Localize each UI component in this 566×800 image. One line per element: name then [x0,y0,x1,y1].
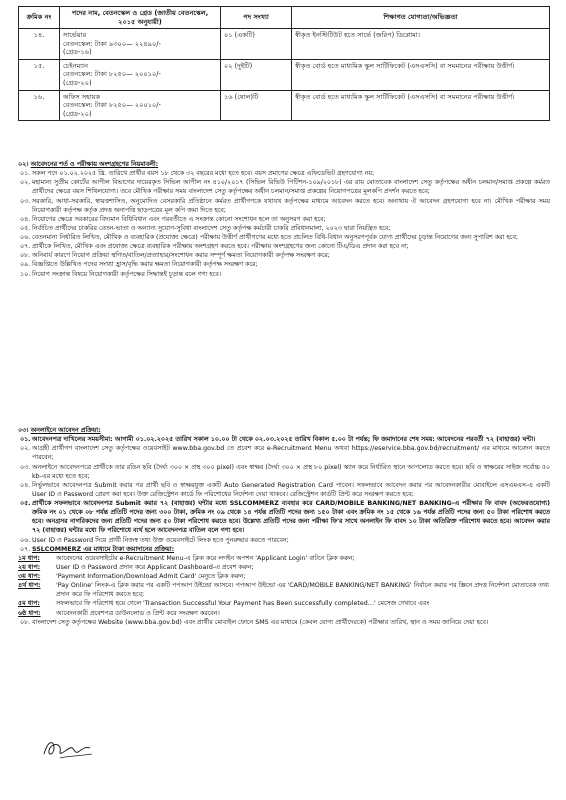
step-text: আবেদনের ওয়েবসাইটের e-Recruitment Menu-এ ক্লিক করে লগইন অপশন 'Applicant Login' বাটনে ক্লিক করুন; [56,554,355,562]
signature-image [40,734,100,762]
section-conditions [18,160,550,279]
item-text: বেতনমান্য নির্ধারিত লিখিত, মৌখিক ও ব্যবহারিক (প্রযোজ্য ক্ষেত্রে) পরীক্ষায় উত্তীর্ণ প্রার্থীগণের মধ্যে হতে প্রচলিত বিধি-বিধান অনুসরণপূর্বক যোগ্য প্রার্থীদের চূড়ান্ত নিয়োগের জন্য সুপারিশ করা হবে; [32,234,518,241]
post-scale: বেতনস্কেল: টাকা ৮২৫০— ২০০১০/- [63,70,161,79]
row-count: ০২ (দুইটি) [221,59,292,90]
item-number: ০৮. [20,618,31,626]
item-text: অনিবার্য কারণে নিয়োগ প্রক্রিয়া স্থগিত/বাতিল/প্রত্যাহার/সংশোধন করার সম্পূর্ণ ক্ষমতা নিয়োগকারী কর্তৃপক্ষ সংরক্ষণ করে; [32,252,330,260]
section-title: অনলাইনে আবেদন প্রক্রিয়া: [30,427,101,434]
step-item [18,609,550,618]
item-number: ০১. [20,436,31,444]
item-text: SSLCOMMERZ এর মাধ্যমে টাকা জমাদানের প্রক্রিয়া: [32,545,175,553]
item-number: ০৫. [20,500,31,507]
list-item [18,242,550,251]
list-item [18,499,550,536]
item-text: সরকারি, আধা-সরকারি, স্বায়ত্তশাসিত, অনুমোদিত বেসরকারি প্রতিষ্ঠানে কর্মরত প্রার্থীগণকে যথাযথ কর্তৃপক্ষের মাধ্যমে আবেদন করতে হবে। অন্যথায় ঐ আবেদন গ্রহণযোগ্য হবে না। মৌখিক পরীক্ষার সময় নিয়োগকারী কর্তৃপক্ষ কর্তৃক প্রদত্ত অনাপত্তি ছাড়পত্রের মূল কপি জমা দিতে হবে; [32,197,550,214]
item-text: বিজ্ঞপ্তিতে উল্লিখিত পদের সংখ্যা হ্রাস/বৃদ্ধি করার ক্ষমতা নিয়োগকারী কর্তৃপক্ষ সংরক্ষণ করে; [32,261,258,269]
step-label: ১ম ধাপ: [18,554,40,562]
item-number: ০৬. [20,536,31,544]
table-row [19,29,550,60]
item-text: নিয়োগ সংক্রান্ত বিষয়ে নিয়োগকারী কর্তৃপক্ষের সিদ্ধান্তই চূড়ান্ত বলে গণ্য হবে। [32,270,221,278]
table-row [19,59,550,90]
item-text: প্রার্থীকে লিখিত, মৌখিক এবং প্রযোজ্য ক্ষেত্রে ব্যবহারিক পরীক্ষায় অংশগ্রহণ করতে হবে। পরীক্ষায় অংশগ্রহণের জন্য কোনো টিএ/ডিএ প্রদান করা হবে না; [32,243,409,251]
item-number: ০২. [20,445,31,453]
row-serial: ১৪. [19,29,60,60]
item-number: ০৭. [20,545,31,553]
step-item [18,599,550,608]
item-number: ০৭. [20,243,31,251]
item-text: অনলাইনে আবেদনপত্রে প্রার্থীকে তার রঙিন ছবি (দৈর্ঘ্য ৩০০ × প্রস্থ ৩০০ pixel) এবং স্বাক্ষর (দৈর্ঘ্য ৩০০ × প্রস্থ ৮০ pixel) স্ক্যান করে নির্ধারিত স্থানে আপলোড করতে হবে। ছবি ও স্বাক্ষরের সাইজ সর্বোচ্চ ৫০ kb-এর মধ্যে হতে হবে; [32,463,550,480]
step-text: সফলভাবে ফি পরিশোধ হয়ে গেলে 'Transaction Successful Your Payment has Been successfully completed…' মেসেজ দেখাবে এবং [56,600,430,608]
post-grade: (গ্রেড-২০) [63,109,92,118]
section-number: ০৩। [18,427,29,434]
list-item [18,618,550,627]
item-text: বাংলাদেশ সেতু কর্তৃপক্ষের Website (www.bba.gov.bd) এবং প্রার্থীর মোবাইল ফোনে SMS এর মাধ্যমে (কেবল যোগ্য প্রার্থীদেরকে) পরীক্ষার তারিখ, স্থান ও সময় জানিয়ে দেয়া হবে। [32,618,489,626]
step-item [18,554,550,563]
step-label: ৪র্থ ধাপ: [18,582,41,590]
list-item [18,536,550,545]
item-text: সকল পদে ০১.০২.২০২৫ খ্রি. তারিখে প্রার্থীর বয়স ১৮ থেকে ৩২ বছরের মধ্যে হতে হবে। বয়স প্রমাণের ক্ষেত্রে এফিডেভিট গ্রহণযোগ্য নয়; [32,170,375,178]
item-text: নির্বাচিত প্রার্থীদের চাকরির বেতন-ভাতা ও অন্যান্য সুযোগ-সুবিধা বাংলাদেশ সেতু কর্তৃপক্ষ কর্মচারী চাকরি প্রবিধানমালা, ২০২৩ দ্বারা নিয়ন্ত্রিত হবে; [32,224,391,232]
row-count: ০১ (একটি) [221,29,292,60]
item-text: প্রার্থীকে সফলভাবে আবেদনপত্র Submit করার ৭২ (বাহাত্তর) ঘন্টার মধ্যে SSLCOMMERZ ব্যবহার করে CARD/MOBILE BANKING/NET BANKING-এ পরীক্ষার ফি বাবদ (অফেরতযোগ্য) ক্রমিক নং ০১ থেকে ০৮ পর্যন্ত প্রতিটি পদের জন্য ৩০০ টাকা, ক্রমিক নং ০৯ থেকে ১৪ পর্যন্ত প্রতিটি পদের জন্য ১৫০ টাকা এবং ক্রমিক নং ১৫ থেকে ১৬ পর্যন্ত প্রতিটি পদের জন্য ৫০ টাকা পরিশোধ করতে হবে। অনগ্রসর নাগরিকদের জন্য প্রতিটি পদের জন্য ৫০ টাকা পরিশোধ করতে হবে। উল্লেখ্য প্রতিটি পদের জন্য পরীক্ষা ফি'র সাথে অনলাইন ফি বাবদ ১০ টাকা অতিরিক্ত পরিশোধ করতে হবে। আবেদন করার ৭২ (বাহাত্তর) ঘন্টার মধ্যে ফি পরিশোধে ব্যর্থ হলে আবেদনপত্র বাতিল বলে গণ্য হবে। [32,500,550,535]
item-text: মহামান্য সুপ্রীম কোর্টের আপীল বিভাগের দায়েরকৃত সিভিল আপীল নং ৪১০/২০১৭ (সিভিল রিভিউ পিটিশন-১০৯/২০১৮) এর রায় মোতাবেক বাংলাদেশ সেতু কর্তৃপক্ষের অধীন চলমান/সমাপ্ত প্রকল্পে কর্মরত প্রার্থীদের ক্ষেত্রে বয়স শিথিলযোগ্য। তবে মৌখিক পরীক্ষার সময় বাংলাদেশ সেতু কর্তৃপক্ষের অধীন চলমান/সমাপ্ত প্রকল্পের নিয়োগপত্রের মূলকপি প্রদর্শন করতে হবে; [32,179,550,196]
item-number: ০৫. [20,224,31,232]
item-number: ০৩. [20,463,31,471]
table-header-row [19,7,550,29]
post-scale: বেতনস্কেল: টাকা ৯৩০০— ২২৪৯০/- [63,39,161,48]
item-number: ০১. [20,170,31,178]
list-item [18,260,550,269]
list-item [18,481,550,499]
item-text: User ID ও Password দিয়ে প্রার্থী নিজস্ব তথ্য উক্ত ওয়েবসাইটে লিংক হতে পুনরুদ্ধার করতে পারবেন; [32,536,289,544]
post-name: চেইনম্যান [63,61,89,70]
list-item [18,545,550,554]
item-number: ০৪. [20,481,31,489]
item-number: ০২. [20,179,31,187]
row-serial: ১৫. [19,59,60,90]
header-post-count: পদ সংখ্যা [221,7,292,29]
item-number: ১০. [20,270,31,278]
row-post [60,59,221,90]
step-text: 'Pay Online' লিংক-এ ক্লিক করার পর একটি পপআপ উইন্ডো আসবে। পপআপ উইন্ডো এর 'CARD/MOBILE BANKING/NET BANKING' নির্বাচন করার পর স্ক্রিনে প্রদত্ত নির্দেশনা মোতাবেক তথ্য প্রদান করে ফি পরিশোধ করতে হবে; [56,582,549,599]
row-qualification: স্বীকৃত ইনস্টিটিউট হতে সার্ভে (জরিপ) ডিপ্লোমা। [292,29,550,60]
step-label: ৬ষ্ঠ ধাপ: [18,609,41,617]
row-post [60,29,221,60]
item-number: ০৯. [20,261,31,269]
row-serial: ১৬. [19,90,60,121]
list-item [18,197,550,215]
item-text: আগ্রহী প্রার্থীগণ বাংলাদেশ সেতু কর্তৃপক্ষের ওয়েবসাইট www.bba.gov.bd তে প্রবেশ করে e-Recruitment Menu অথবা https://eservice.bba.gov.bd/recruitment/ এর মাধ্যমে আবেদন করতে পারবেন; [32,445,550,462]
section-application-heading [18,426,550,435]
table-row [19,90,550,121]
header-serial: ক্রমিক নং [19,7,60,29]
step-text: 'Payment Information/Download Admit Card' মেনুতে ক্লিক করুন; [56,573,246,580]
list-item [18,233,550,242]
step-text: User ID ও Password প্রদান করে Applicant Dashboard-এ প্রবেশ করুন; [56,563,254,571]
row-count: ১৬ (ষোল)টি [221,90,292,121]
post-name: সার্ভেয়ার [63,31,87,40]
item-text: আবেদনপত্র দাখিলের সময়সীমা: আগামী ০১.০২.২০২৫ তারিখ সকাল ১০.০০ টা থেকে ০২.০৩.২০২৫ তারিখ বিকাল ৫.০০ টা পর্যন্ত; ফি জমাদানের শেষ সময়: আবেদনের পরবর্তী ৭২ (বাহাত্তর) ঘন্টা। [32,436,536,444]
step-text: আবেদনকারী প্রবেশপত্র ডাউনলোড ও প্রিন্ট করে সংরক্ষণ করবেন। [56,609,220,617]
header-post-name: পদের নাম, বেতনস্কেল ও গ্রেড (জাতীয় বেতনস্কেল, ২০১৫ অনুযায়ী) [60,7,221,29]
item-text: নিয়োগের ক্ষেত্রে সরকারের বিদ্যমান বিধিবিধান এবং পরবর্তীতে এ সংক্রান্ত কোনো সংশোধন হলে তা অনুসরণ করা হবে; [32,215,326,223]
post-scale: বেতনস্কেল: টাকা ৮২৫০— ২০০১০/- [63,101,161,110]
section-number: ০২। [18,161,29,168]
item-number: ০৮. [20,252,31,260]
list-item [18,169,550,178]
section-application [18,426,550,627]
post-grade: (গ্রেড-২০) [63,78,92,87]
header-qualification: শিক্ষাগত যোগ্যতা/অভিজ্ঞতা [292,7,550,29]
step-item [18,581,550,599]
step-item [18,572,550,581]
post-grade: (গ্রেড-১৬) [63,48,92,57]
list-item [18,178,550,196]
list-item [18,444,550,462]
row-qualification: স্বীকৃত বোর্ড হতে মাধ্যমিক স্কুল সার্টিফিকেট (এসএসসি) বা সমমানের পরীক্ষায় উত্তীর্ণ। [292,90,550,121]
post-name: অফিস সহায়ক [63,92,101,101]
item-number: ০৪. [20,215,31,223]
list-item [18,463,550,481]
row-post [60,90,221,121]
section-title: আবেদনের শর্ত ও পরীক্ষায় অংশগ্রহণের নিয়মাবলী: [30,161,159,168]
list-item [18,270,550,279]
list-item [18,215,550,224]
list-item [18,435,550,444]
step-label: ২য় ধাপ: [18,563,41,571]
list-item [18,224,550,233]
list-item [18,251,550,260]
step-item [18,563,550,572]
row-qualification: স্বীকৃত বোর্ড হতে মাধ্যমিক স্কুল সার্টিফিকেট (এসএসসি) বা সমমানের পরীক্ষায় উত্তীর্ণ। [292,59,550,90]
item-number: ০৩. [20,197,31,205]
step-label: ৩য় ধাপ: [18,573,41,580]
item-text: নির্ভুলভাবে আবেদনপত্র Submit করার পর প্রার্থী ছবি ও স্বাক্ষরযুক্ত একটি Auto Generated Registration Card পাবেন। সফলভাবে আবেদন করার পর আবেদনকারীর মোবাইলে এসএমএস-এ একটি User ID ও Password প্রেরণ করা হবে। উক্ত রেজিস্ট্রেশন কার্ডে ফি পরিশোধের নির্দেশনা দেয়া থাকবে। রেজিস্ট্রেশন কার্ডটি প্রিন্ট করে সংরক্ষণ করতে হবে; [32,481,550,498]
section-conditions-heading [18,160,550,169]
posts-table [18,6,550,121]
step-label: ৫ম ধাপ: [18,600,40,608]
item-number: ০৬. [20,234,31,241]
